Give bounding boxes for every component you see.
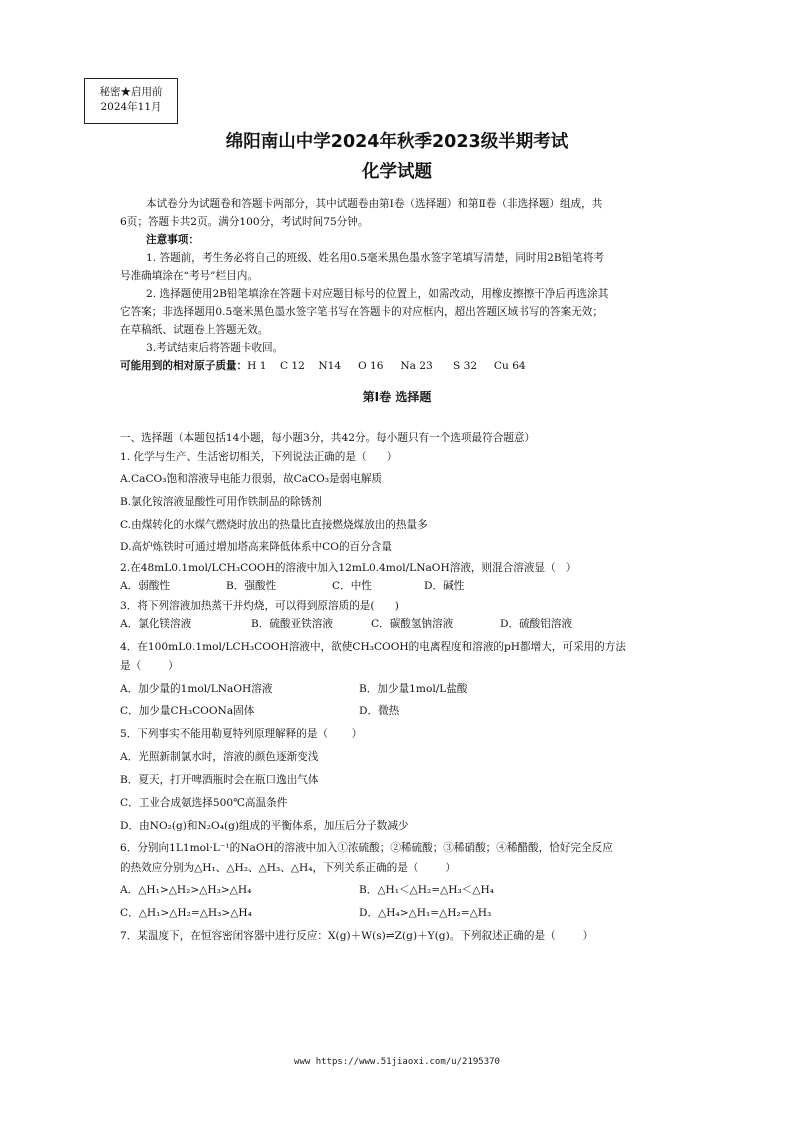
option: A．弱酸性 bbox=[120, 580, 171, 592]
intro-line: 6页；答题卡共2页。满分100分，考试时间75分钟。 bbox=[120, 216, 369, 228]
option: B．夏天，打开啤酒瓶时会在瓶口逸出气体 bbox=[120, 774, 319, 786]
note-line: 3.考试结束后将答题卡收回。 bbox=[146, 342, 284, 354]
option: C．碳酸氢钠溶液 bbox=[371, 618, 454, 630]
option: D．碱性 bbox=[424, 580, 465, 592]
notes-heading: 注意事项： bbox=[146, 234, 199, 246]
option: D．△H₄>△H₁=△H₂=△H₃ bbox=[359, 907, 492, 919]
atomic-mass-label: 可能用到的相对原子质量： bbox=[120, 360, 248, 372]
note-line: 1. 答题前，考生务必将自己的班级、姓名用0.5毫米黑色墨水签字笔填写清楚，同时用2B铅笔将考 bbox=[146, 252, 605, 264]
option: B．加少量1mol/L盐酸 bbox=[359, 683, 468, 695]
question-stem: 7．某温度下，在恒容密闭容器中进行反应：X(g)＋W(s)⇌Z(g)＋Y(g)。下列叙述正确的是（ ） bbox=[120, 930, 594, 942]
question-stem: 2.在48mL0.1mol/LCH₃COOH的溶液中加入12mL0.4mol/LNaOH溶液，则混合溶液显（ ） bbox=[120, 562, 577, 574]
option: D．由NO₂(g)和N₂O₄(g)组成的平衡体系，加压后分子数减少 bbox=[120, 820, 409, 832]
option: C．△H₁>△H₂=△H₃>△H₄ bbox=[120, 907, 252, 919]
exam-date: 2024年11月 bbox=[100, 101, 162, 113]
question-stem: 3．将下列溶液加热蒸干并灼烧，可以得到原溶质的是( ) bbox=[120, 600, 399, 612]
option: D.高炉炼铁时可通过增加塔高来降低体系中CO的百分含量 bbox=[120, 541, 392, 553]
question-stem-cont: 是（ ） bbox=[120, 660, 179, 672]
question-stem-cont: 的热效应分别为△H₁、△H₂、△H₃、△H₄，下列关系正确的是（ ） bbox=[120, 862, 456, 874]
option: C.由煤转化的水煤气燃烧时放出的热量比直接燃烧煤放出的热量多 bbox=[120, 519, 428, 531]
option: B.氯化铵溶液显酸性可用作铁制品的除锈剂 bbox=[120, 496, 322, 508]
option: B．△H₁＜△H₂=△H₃＜△H₄ bbox=[359, 884, 494, 896]
option: B．硫酸亚铁溶液 bbox=[251, 618, 333, 630]
note-line: 它答案；非选择题用0.5毫米黑色墨水签字笔书写在答题卡的对应框内，超出答题区域书写的答案无效； bbox=[120, 306, 603, 318]
note-line: 在草稿纸、试题卷上答题无效。 bbox=[120, 324, 269, 336]
option: A.CaCO₃饱和溶液导电能力很弱，故CaCO₃是弱电解质 bbox=[120, 473, 383, 485]
part-intro: 一、选择题（本题包括14小题，每小题3分，共42分。每小题只有一个选项最符合题意） bbox=[120, 432, 536, 444]
question-stem: 4．在100mL0.1mol/LCH₃COOH溶液中，欲使CH₃COOH的电离程度和溶液的pH都增大，可采用的方法 bbox=[120, 641, 626, 653]
exam-title: 绵阳南山中学2024年秋季2023级半期考试 bbox=[225, 132, 569, 152]
footer-watermark: www https://www.51jiaoxi.com/u/2195370 bbox=[294, 1057, 500, 1067]
note-line: 号准确填涂在“考号”栏目内。 bbox=[120, 270, 258, 282]
question-stem: 5．下列事实不能用勒夏特列原理解释的是（ ） bbox=[120, 728, 363, 740]
confidential-label: 秘密★启用前 bbox=[99, 86, 163, 98]
atomic-mass-values: H 1 C 12 N14 O 16 Na 23 S 32 Cu 64 bbox=[247, 360, 526, 372]
option: A．光照新制氯水时，溶液的颜色逐渐变浅 bbox=[120, 751, 319, 763]
option: B．强酸性 bbox=[226, 580, 277, 592]
option: D．微热 bbox=[359, 705, 400, 717]
confidential-box bbox=[84, 78, 178, 124]
option: C．工业合成氨选择500℃高温条件 bbox=[120, 797, 288, 809]
option: A．△H₁>△H₂>△H₃>△H₄ bbox=[120, 884, 252, 896]
note-line: 2. 选择题使用2B铅笔填涂在答题卡对应题目标号的位置上，如需改动，用橡皮擦擦干净后再选涂其 bbox=[146, 288, 609, 300]
exam-subtitle: 化学试题 bbox=[362, 162, 432, 182]
option: A．氯化镁溶液 bbox=[120, 618, 192, 630]
intro-line: 本试卷分为试题卷和答题卡两部分，其中试题卷由第Ⅰ卷（选择题）和第Ⅱ卷（非选择题）组成，共 bbox=[146, 198, 603, 210]
option: A．加少量的1mol/LNaOH溶液 bbox=[120, 683, 273, 695]
option: C．中性 bbox=[332, 580, 372, 592]
section-title: 第Ⅰ卷 选择题 bbox=[362, 390, 432, 404]
option: D．硫酸铝溶液 bbox=[500, 618, 573, 630]
option: C．加少量CH₃COONa固体 bbox=[120, 705, 255, 717]
question-stem: 6．分别向1L1mol·L⁻¹的NaOH的溶液中加入①浓硫酸；②稀硫酸；③稀硝酸；④稀醋酸，恰好完全反应 bbox=[120, 842, 613, 854]
question-stem: 1. 化学与生产、生活密切相关，下列说法正确的是（ ） bbox=[120, 451, 398, 463]
atomic-mass-line bbox=[120, 360, 680, 373]
